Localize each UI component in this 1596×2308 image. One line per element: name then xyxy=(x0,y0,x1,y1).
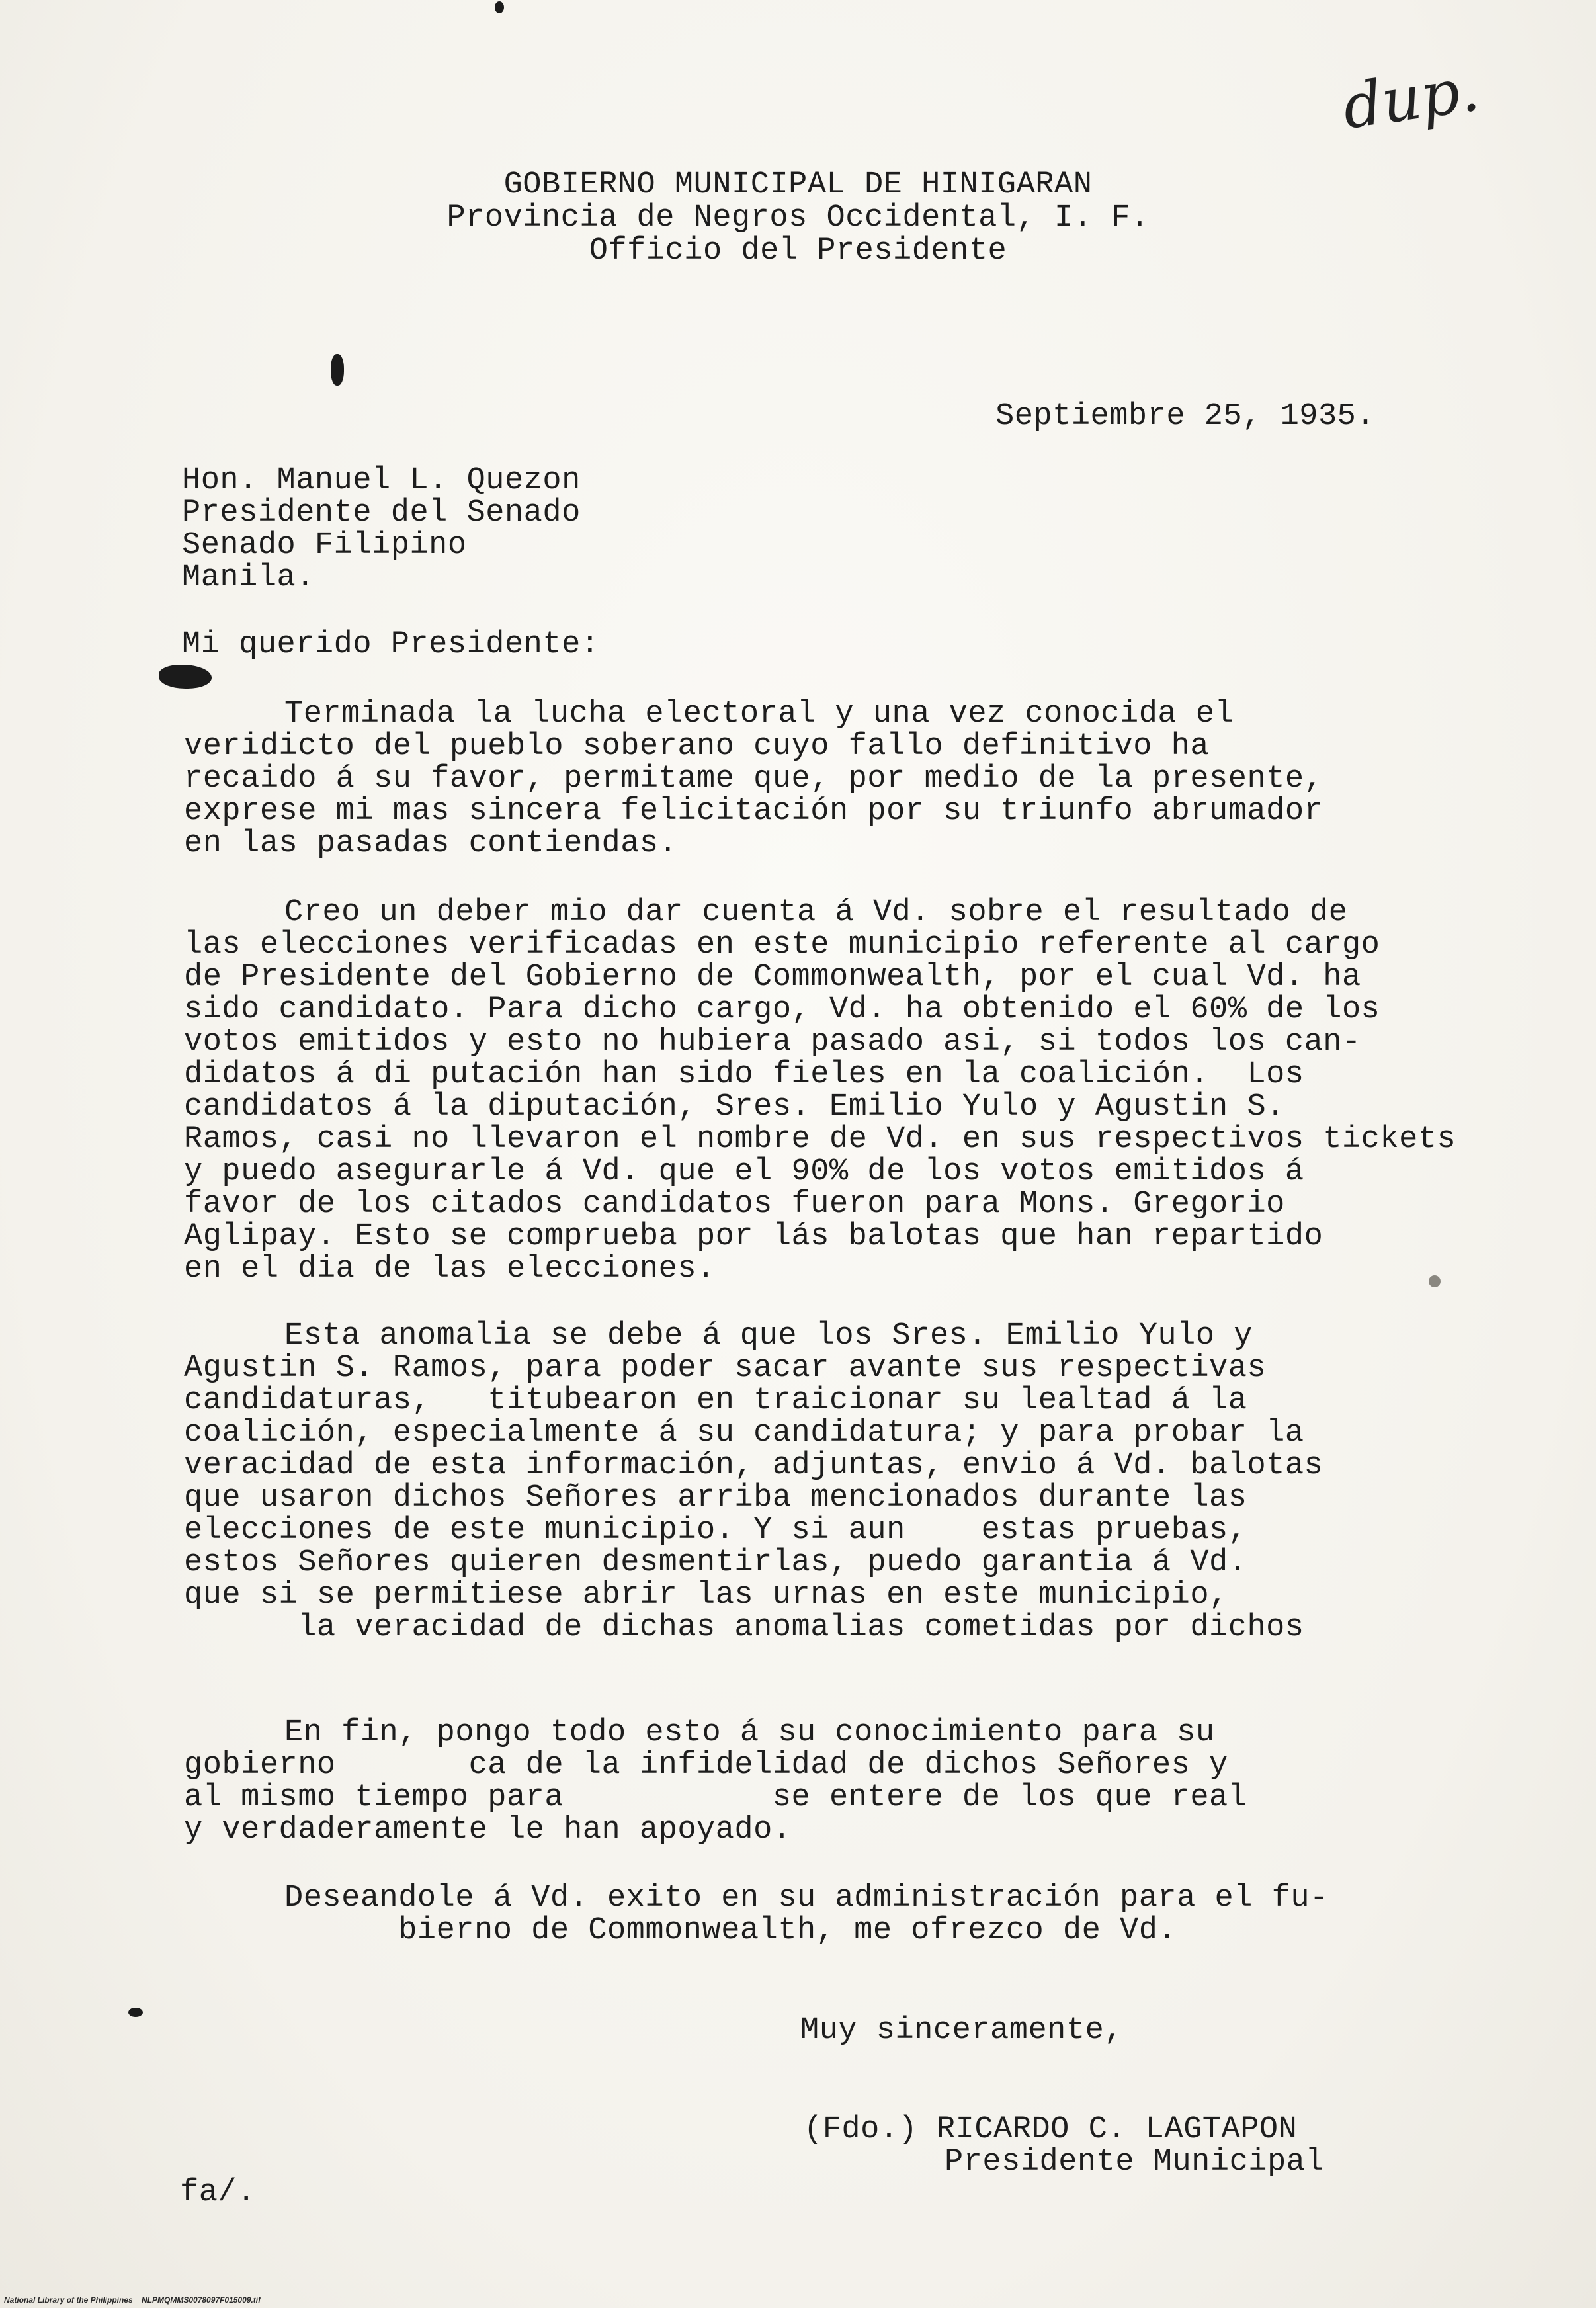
ink-blot xyxy=(159,665,212,689)
paragraph-3-line: estos Señores quieren desmentirlas, puedo garantia á Vd. xyxy=(184,1545,1247,1580)
paragraph-2-line: didatos á di putación han sido fieles en la coalición. Los xyxy=(184,1057,1304,1092)
signature-title: Presidente Municipal xyxy=(945,2145,1325,2180)
paragraph-2-line: favor de los citados candidatos fueron para Mons. Gregorio xyxy=(184,1187,1285,1222)
ink-blot xyxy=(331,354,344,386)
paragraph-4-line: y verdaderamente le han apoyado. xyxy=(184,1813,792,1848)
paragraph-3-line: Agustin S. Ramos, para poder sacar avante sus respectivas xyxy=(184,1351,1267,1386)
paragraph-2-line: de Presidente del Gobierno de Commonwealth, por el cual Vd. ha xyxy=(184,960,1361,995)
paragraph-3-line: que si se permitiese abrir las urnas en este municipio, xyxy=(184,1578,1228,1613)
paragraph-5-line: bierno de Commonwealth, me ofrezco de Vd. xyxy=(284,1913,1177,1948)
paragraph-4-line: En fin, pongo todo esto á su conocimiento para su xyxy=(284,1715,1215,1750)
paragraph-3-line: candidaturas, titubearon en traicionar su lealtad á la xyxy=(184,1383,1247,1418)
recipient-body: Senado Filipino xyxy=(182,528,467,563)
paragraph-2-line: en el dia de las elecciones. xyxy=(184,1252,716,1287)
recipient-title: Presidente del Senado xyxy=(182,495,581,531)
ink-blot xyxy=(1429,1275,1441,1287)
paragraph-4-line: al mismo tiempo para se entere de los que real xyxy=(184,1780,1247,1815)
letterhead-province: Provincia de Negros Occidental, I. F. xyxy=(446,200,1150,235)
paragraph-2-line: Ramos, casi no llevaron el nombre de Vd. en sus respectivos tickets xyxy=(184,1122,1456,1157)
letter-date: Septiembre 25, 1935. xyxy=(995,399,1376,434)
paragraph-2-line: candidatos á la diputación, Sres. Emilio Yulo y Agustin S. xyxy=(184,1090,1285,1125)
ink-blot xyxy=(495,1,504,13)
paragraph-2-line: sido candidato. Para dicho cargo, Vd. ha obtenido el 60% de los xyxy=(184,992,1380,1027)
letterhead-office: Officio del Presidente xyxy=(589,234,1007,269)
ink-blot xyxy=(128,2008,143,2017)
closing: Muy sinceramente, xyxy=(800,2013,1123,2048)
letterhead-municipality: GOBIERNO MUNICIPAL DE HINIGARAN xyxy=(503,167,1093,202)
paragraph-2-line: Creo un deber mio dar cuenta á Vd. sobre el resultado de xyxy=(284,895,1348,930)
paragraph-2-line: las elecciones verificadas en este municipio referente al cargo xyxy=(184,927,1380,962)
paragraph-1-line: Terminada la lucha electoral y una vez conocida el xyxy=(284,697,1234,732)
paragraph-2-line: votos emitidos y esto no hubiera pasado asi, si todos los can- xyxy=(184,1025,1361,1060)
paragraph-3-line: la veracidad de dichas anomalias cometidas por dichos xyxy=(184,1610,1304,1645)
paragraph-3-line: Esta anomalia se debe á que los Sres. Emilio Yulo y xyxy=(284,1318,1253,1353)
recipient-city: Manila. xyxy=(182,560,315,595)
recipient-name: Hon. Manuel L. Quezon xyxy=(182,463,581,498)
paragraph-3-line: coalición, especialmente á su candidatura; y para probar la xyxy=(184,1416,1304,1451)
paragraph-2-line: Aglipay. Esto se comprueba por lás balotas que han repartido xyxy=(184,1219,1323,1254)
paragraph-3-line: que usaron dichos Señores arriba mencionados durante las xyxy=(184,1480,1247,1516)
typist-initials: fa/. xyxy=(180,2175,256,2210)
paragraph-1-line: exprese mi mas sincera felicitación por su triunfo abrumador xyxy=(184,794,1323,829)
handwritten-annotation: dup. xyxy=(1338,54,1484,143)
paragraph-3-line: elecciones de este municipio. Y si aun estas pruebas, xyxy=(184,1513,1247,1548)
paragraph-2-line: y puedo asegurarle á Vd. que el 90% de los votos emitidos á xyxy=(184,1154,1304,1189)
paragraph-4-line: gobierno ca de la infidelidad de dichos Señores y xyxy=(184,1748,1228,1783)
salutation: Mi querido Presidente: xyxy=(182,627,600,662)
paragraph-1-line: recaido á su favor, permitame que, por medio de la presente, xyxy=(184,761,1323,796)
paragraph-3-line: veracidad de esta información, adjuntas, envio á Vd. balotas xyxy=(184,1448,1323,1483)
signature-name: (Fdo.) RICARDO C. LAGTAPON xyxy=(804,2112,1298,2147)
archive-footer: National Library of the Philippines NLPMQMMS0078097F015009.tif xyxy=(4,2295,261,2305)
paragraph-5-line: Deseandole á Vd. exito en su administración para el fu- xyxy=(284,1881,1329,1916)
paragraph-1-line: en las pasadas contiendas. xyxy=(184,826,678,861)
paragraph-1-line: veridicto del pueblo soberano cuyo fallo definitivo ha xyxy=(184,729,1210,764)
